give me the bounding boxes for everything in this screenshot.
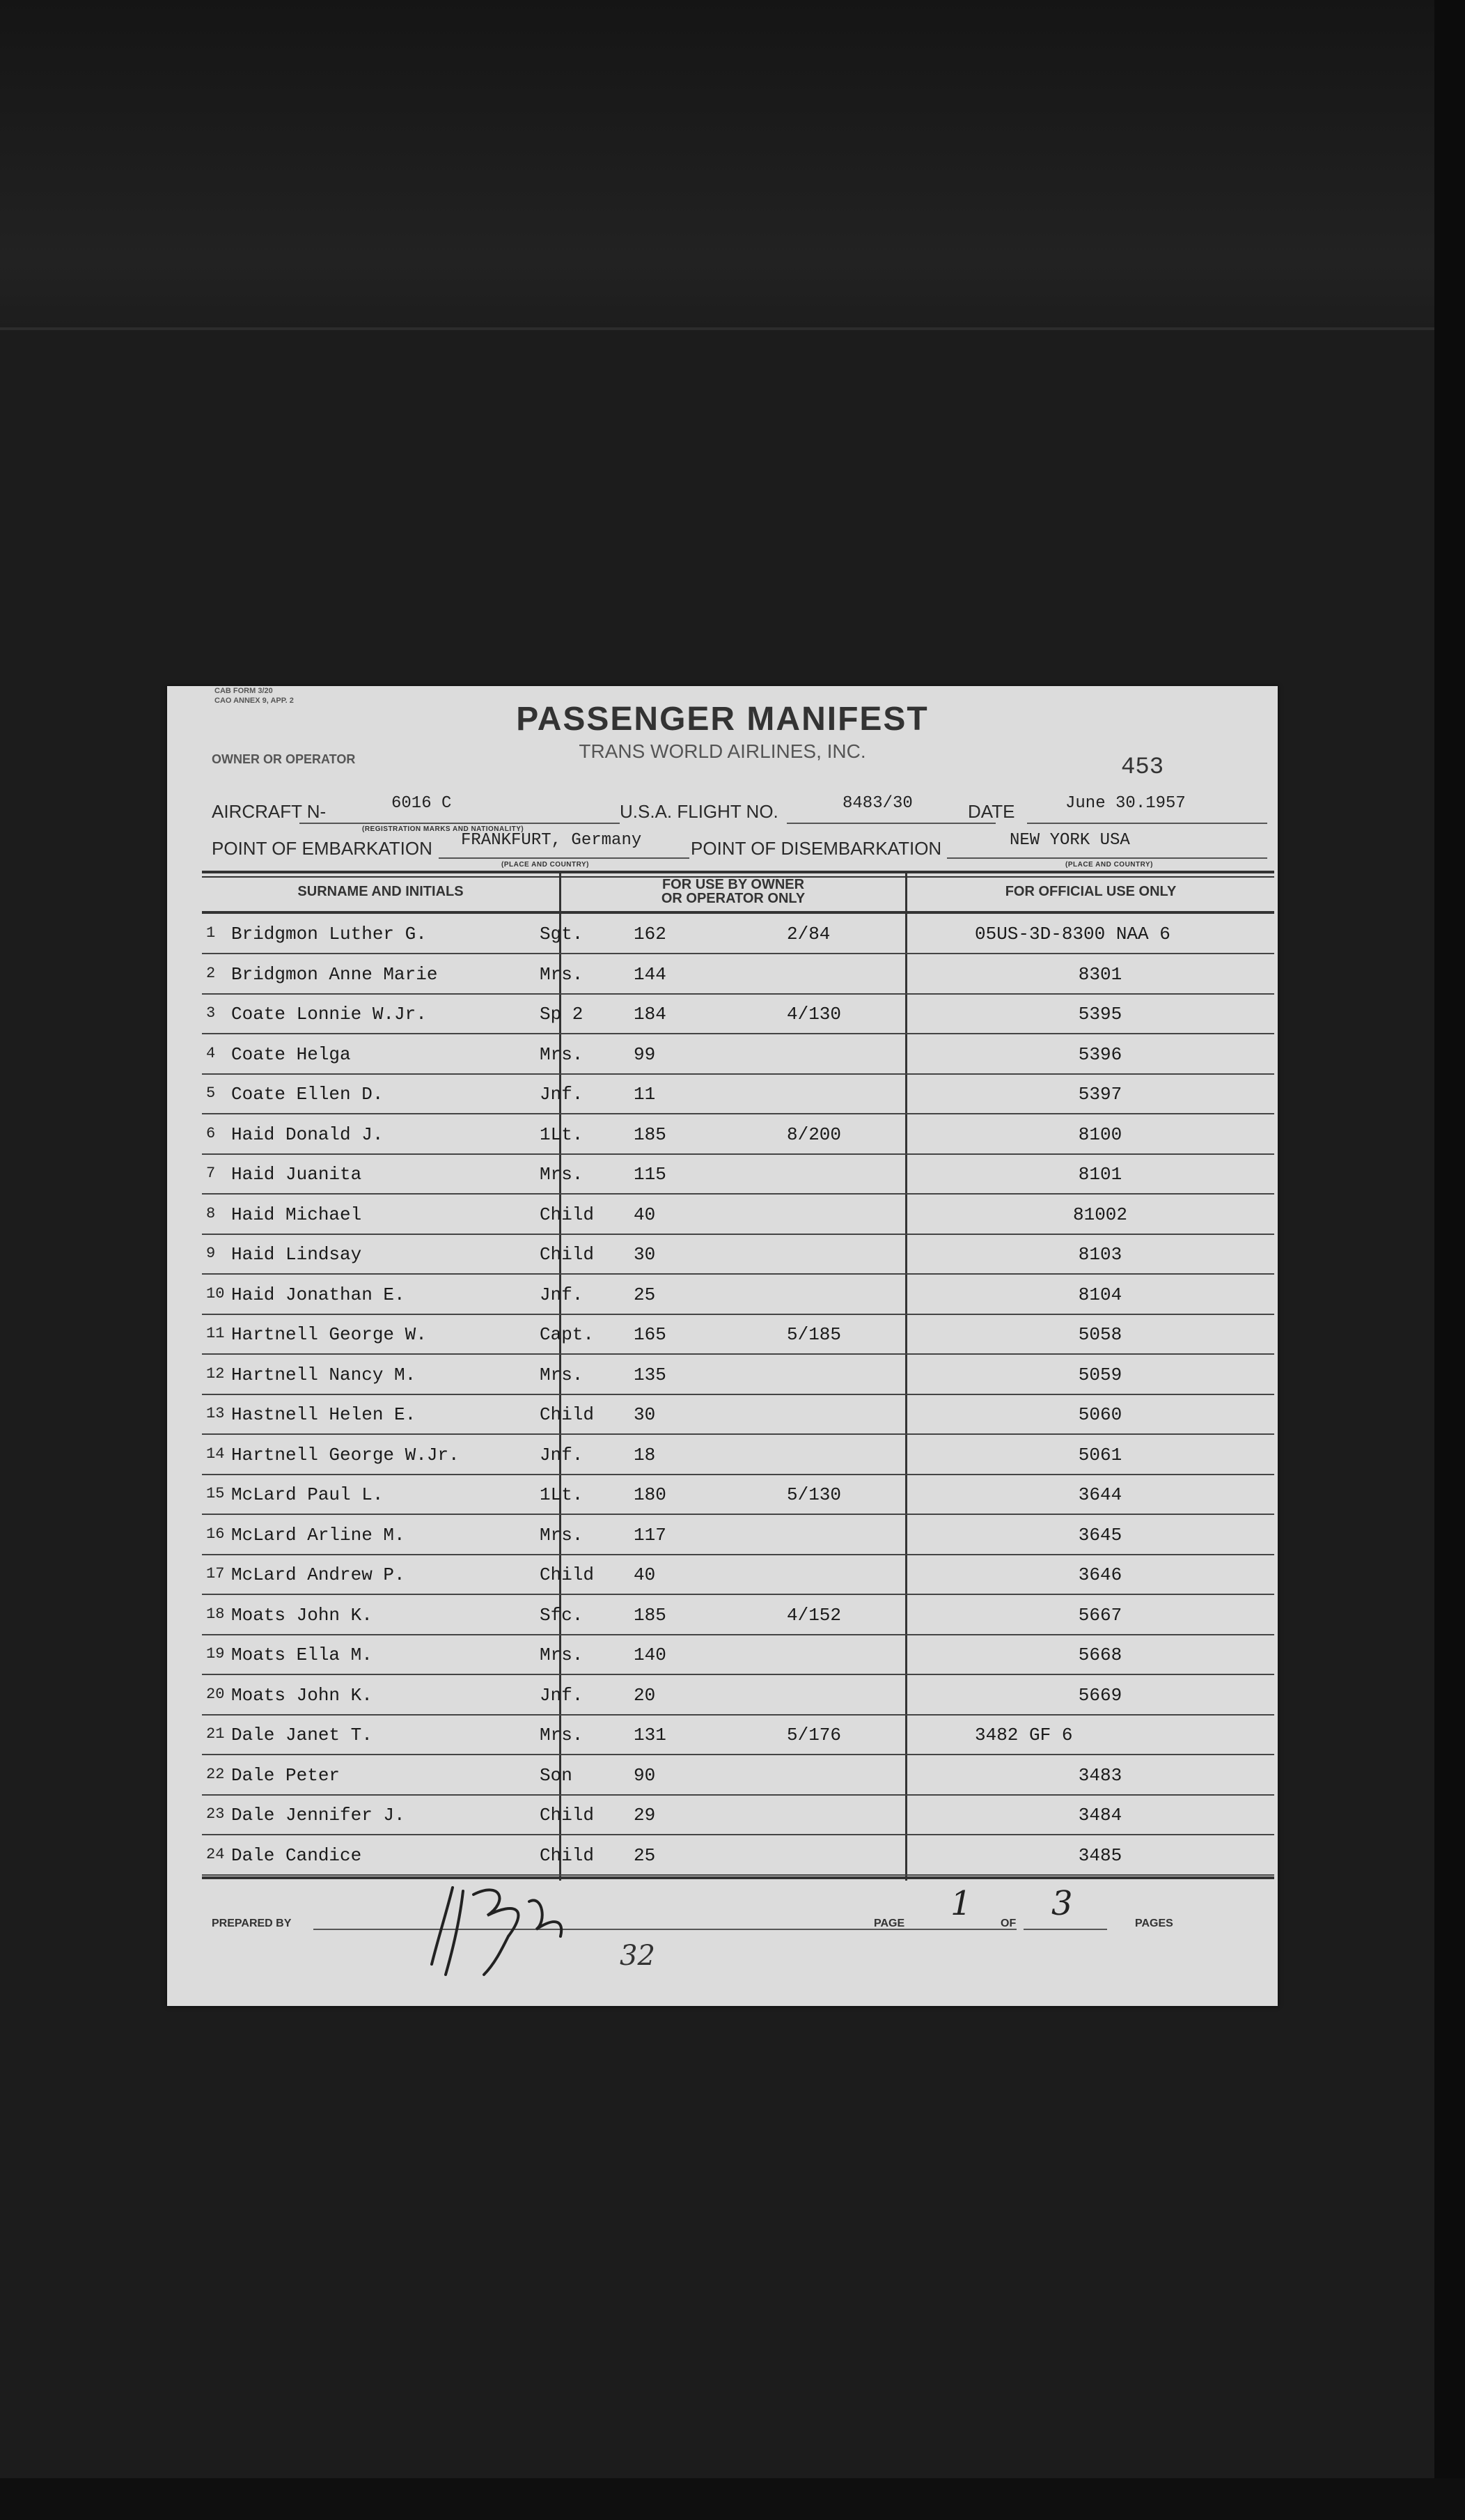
passenger-title: Child [540, 1844, 595, 1866]
row-number: 18 [206, 1605, 225, 1623]
passenger-title: Mrs. [540, 963, 583, 985]
passenger-name: Dale Janet T. [231, 1725, 373, 1745]
date-underline [1027, 823, 1267, 824]
signature-graphic [425, 1874, 592, 1978]
passenger-weight: 25 [634, 1844, 656, 1866]
passenger-title: Mrs. [540, 1364, 583, 1385]
passenger-weight: 162 [634, 924, 666, 944]
passenger-weight: 165 [634, 1324, 666, 1345]
table-row [202, 1635, 1274, 1675]
official-code: 5395 [1078, 1004, 1122, 1025]
passenger-baggage: 8/200 [787, 1123, 842, 1145]
official-code: 8104 [1078, 1284, 1122, 1305]
of-underline [1024, 1929, 1107, 1930]
passenger-name: Dale Candice [231, 1844, 362, 1866]
passenger-weight: 30 [634, 1404, 656, 1425]
row-number: 5 [206, 1084, 216, 1102]
table-row [202, 1355, 1274, 1395]
passenger-baggage: 4/130 [787, 1004, 842, 1025]
row-number: 9 [206, 1245, 216, 1262]
flight-value: 8483/30 [843, 794, 913, 813]
of-label: OF [1001, 1918, 1017, 1929]
passenger-title: Capt. [540, 1324, 595, 1345]
passenger-weight: 20 [634, 1684, 656, 1706]
passenger-weight: 40 [634, 1204, 656, 1225]
date-value: June 30.1957 [1065, 794, 1186, 813]
passenger-title: Child [540, 1805, 595, 1826]
passenger-weight: 184 [634, 1004, 666, 1025]
embark-note: (PLACE AND COUNTRY) [501, 861, 589, 869]
passenger-weight: 25 [634, 1284, 656, 1305]
prepared-by-underline [313, 1929, 1017, 1930]
scan-background-edge [1434, 0, 1465, 2520]
table-row [202, 1755, 1274, 1796]
official-code: 5397 [1078, 1084, 1122, 1105]
passenger-weight: 90 [634, 1764, 656, 1786]
passenger-name: Hastnell Helen E. [231, 1404, 416, 1425]
flight-underline [787, 823, 996, 824]
passenger-weight: 135 [634, 1364, 666, 1385]
passenger-name: Moats Ella M. [231, 1644, 373, 1665]
table-row [202, 954, 1274, 995]
row-number: 19 [206, 1645, 225, 1663]
official-code: 8103 [1078, 1244, 1122, 1265]
official-code: 05US-3D-8300 NAA 6 [975, 924, 1170, 944]
scan-frame-line [0, 327, 1434, 330]
official-code: 5060 [1078, 1404, 1122, 1425]
flight-label: U.S.A. FLIGHT NO. [620, 801, 778, 822]
disembark-label: POINT OF DISEMBARKATION [691, 838, 942, 859]
official-code: 5669 [1078, 1684, 1122, 1706]
official-code: 3482 GF 6 [975, 1725, 1073, 1745]
embark-label: POINT OF EMBARKATION [212, 838, 432, 859]
passenger-baggage: 2/84 [787, 924, 831, 944]
official-code: 5668 [1078, 1644, 1122, 1665]
passenger-name: Moats John K. [231, 1684, 373, 1706]
table-row [202, 1715, 1274, 1755]
passenger-title: Sp 2 [540, 1004, 583, 1025]
official-code: 8101 [1078, 1164, 1122, 1185]
owner-label: OWNER OR OPERATOR [212, 752, 356, 766]
passenger-weight: 115 [634, 1164, 666, 1185]
passenger-baggage: 4/152 [787, 1604, 842, 1626]
official-code: 3645 [1078, 1524, 1122, 1546]
passenger-weight: 140 [634, 1644, 666, 1665]
official-code: 3484 [1078, 1805, 1122, 1826]
row-number: 11 [206, 1325, 225, 1342]
passenger-title: Child [540, 1244, 595, 1265]
column-header-owner [561, 871, 905, 912]
scan-background-top [0, 0, 1434, 327]
official-code: 5396 [1078, 1043, 1122, 1065]
passenger-baggage: 5/185 [787, 1324, 842, 1345]
passenger-title: Mrs. [540, 1164, 583, 1185]
row-number: 15 [206, 1485, 225, 1502]
passenger-title: Child [540, 1204, 595, 1225]
table-row [202, 1595, 1274, 1635]
table-row [202, 1195, 1274, 1235]
table-row [202, 914, 1274, 954]
row-number: 8 [206, 1204, 216, 1222]
page-stamp: 453 [1121, 754, 1164, 781]
official-code: 5059 [1078, 1364, 1122, 1385]
aircraft-label: AIRCRAFT N- [212, 801, 327, 822]
passenger-name: Moats John K. [231, 1604, 373, 1626]
passenger-weight: 99 [634, 1043, 656, 1065]
passenger-name: McLard Paul L. [231, 1484, 384, 1505]
official-code: 3485 [1078, 1844, 1122, 1866]
official-code: 3644 [1078, 1484, 1122, 1505]
passenger-title: Mrs. [540, 1043, 583, 1065]
passenger-baggage: 5/130 [787, 1484, 842, 1505]
official-code: 81002 [1072, 1204, 1127, 1225]
passenger-name: Hartnell George W.Jr. [231, 1444, 460, 1465]
official-code: 5061 [1078, 1444, 1122, 1465]
passenger-title: Jnf. [540, 1284, 583, 1305]
passenger-title: Jnf. [540, 1444, 583, 1465]
passenger-title: Child [540, 1564, 595, 1585]
row-number: 22 [206, 1765, 225, 1783]
table-row [202, 1234, 1274, 1275]
of-value: 3 [1051, 1884, 1073, 1923]
passenger-weight: 40 [634, 1564, 656, 1585]
table-bottom-rule [202, 1876, 1274, 1879]
passenger-title: Mrs. [540, 1524, 583, 1546]
disembark-underline [947, 857, 1267, 859]
official-code: 3646 [1078, 1564, 1122, 1585]
page-label: PAGE [874, 1918, 905, 1929]
passenger-title: Child [540, 1404, 595, 1425]
row-number: 21 [206, 1725, 225, 1743]
row-number: 17 [206, 1565, 225, 1582]
passenger-name: Haid Juanita [231, 1164, 362, 1185]
passenger-name: McLard Arline M. [231, 1524, 405, 1546]
table-row [202, 994, 1274, 1034]
table-row [202, 1435, 1274, 1475]
date-label: DATE [968, 801, 1015, 822]
table-row [202, 1555, 1274, 1595]
embark-underline [439, 857, 689, 859]
passenger-title: Son [540, 1764, 572, 1786]
passenger-name: Hartnell Nancy M. [231, 1364, 416, 1385]
row-number: 6 [206, 1124, 216, 1142]
manifest-page [167, 686, 1278, 2006]
passenger-baggage: 5/176 [787, 1725, 842, 1745]
passenger-title: Jnf. [540, 1084, 583, 1105]
table-row [202, 1154, 1274, 1195]
passenger-title: 1Lt. [540, 1123, 583, 1145]
embark-value: FRANKFURT, Germany [461, 831, 642, 850]
row-number: 7 [206, 1165, 216, 1182]
passenger-weight: 30 [634, 1244, 656, 1265]
row-number: 10 [206, 1284, 225, 1302]
row-number: 24 [206, 1845, 225, 1863]
passenger-name: Dale Jennifer J. [231, 1805, 405, 1826]
table-row [202, 1114, 1274, 1155]
passenger-title: Mrs. [540, 1725, 583, 1745]
column-header-official: FOR OFFICIAL USE ONLY [1005, 884, 1177, 899]
passenger-name: Bridgmon Luther G. [231, 924, 427, 944]
table-row [202, 1475, 1274, 1515]
disembark-note: (PLACE AND COUNTRY) [1065, 861, 1153, 869]
table-row [202, 1515, 1274, 1555]
official-code: 3483 [1078, 1764, 1122, 1786]
passenger-name: Hartnell George W. [231, 1324, 427, 1345]
passenger-table [202, 871, 1274, 1881]
passenger-name: McLard Andrew P. [231, 1564, 405, 1585]
manifest-title: PASSENGER MANIFEST [516, 701, 929, 738]
row-number: 16 [206, 1525, 225, 1543]
aircraft-note: (REGISTRATION MARKS AND NATIONALITY) [362, 825, 524, 833]
column-header-surname: SURNAME AND INITIALS [297, 884, 464, 899]
table-row [202, 1795, 1274, 1835]
row-number: 2 [206, 964, 216, 982]
passenger-name: Haid Donald J. [231, 1123, 384, 1145]
row-number: 3 [206, 1004, 216, 1022]
scan-background-bottom [0, 2478, 1465, 2520]
passenger-name: Haid Jonathan E. [231, 1284, 405, 1305]
table-row [202, 1675, 1274, 1716]
passenger-weight: 11 [634, 1084, 656, 1105]
passenger-weight: 131 [634, 1725, 666, 1745]
passenger-weight: 144 [634, 963, 666, 985]
official-code: 5058 [1078, 1324, 1122, 1345]
table-row [202, 1394, 1274, 1435]
passenger-name: Coate Lonnie W.Jr. [231, 1004, 427, 1025]
official-code: 8100 [1078, 1123, 1122, 1145]
passenger-weight: 18 [634, 1444, 656, 1465]
column-header-owner-line-2: OR OPERATOR ONLY [661, 891, 806, 906]
passenger-title: 1Lt. [540, 1484, 583, 1505]
aircraft-value: 6016 C [391, 794, 452, 813]
row-number: 4 [206, 1044, 216, 1062]
column-header-owner-line-1: FOR USE BY OWNER [661, 877, 805, 892]
passenger-title: Sfc. [540, 1604, 583, 1626]
passenger-weight: 29 [634, 1805, 656, 1826]
passenger-name: Coate Helga [231, 1043, 351, 1065]
passenger-name: Haid Lindsay [231, 1244, 362, 1265]
row-number: 20 [206, 1685, 225, 1703]
passenger-name: Dale Peter [231, 1764, 340, 1786]
row-number: 1 [206, 924, 216, 942]
prepared-by-label: PREPARED BY [212, 1918, 292, 1929]
row-number: 12 [206, 1364, 225, 1383]
aircraft-underline [299, 823, 620, 824]
official-code: 8301 [1078, 963, 1122, 985]
passenger-title: Mrs. [540, 1644, 583, 1665]
page-value: 1 [950, 1884, 972, 1923]
table-row [202, 1275, 1274, 1315]
form-ref-line-1: CAB FORM 3/20 [214, 687, 273, 695]
table-row [202, 1314, 1274, 1355]
table-row [202, 1835, 1274, 1876]
disembark-value: NEW YORK USA [1010, 831, 1130, 850]
passenger-name: Bridgmon Anne Marie [231, 963, 438, 985]
row-number: 13 [206, 1405, 225, 1422]
passenger-weight: 185 [634, 1604, 666, 1626]
page-underline [916, 1929, 999, 1930]
table-row [202, 1074, 1274, 1114]
handwritten-note: 32 [620, 1940, 655, 1972]
passenger-weight: 180 [634, 1484, 666, 1505]
passenger-title: Jnf. [540, 1684, 583, 1706]
passenger-weight: 185 [634, 1123, 666, 1145]
airline-name: TRANS WORLD AIRLINES, INC. [579, 740, 866, 762]
row-number: 14 [206, 1445, 225, 1463]
form-ref-line-2: CAO ANNEX 9, APP. 2 [214, 697, 294, 705]
pages-label: PAGES [1135, 1918, 1173, 1929]
passenger-weight: 117 [634, 1524, 666, 1546]
passenger-title: Sgt. [540, 924, 583, 944]
passenger-name: Haid Michael [231, 1204, 362, 1225]
row-number: 23 [206, 1805, 225, 1823]
official-code: 5667 [1078, 1604, 1122, 1626]
passenger-name: Coate Ellen D. [231, 1084, 384, 1105]
table-row [202, 1034, 1274, 1075]
row-rule [202, 1874, 1274, 1876]
